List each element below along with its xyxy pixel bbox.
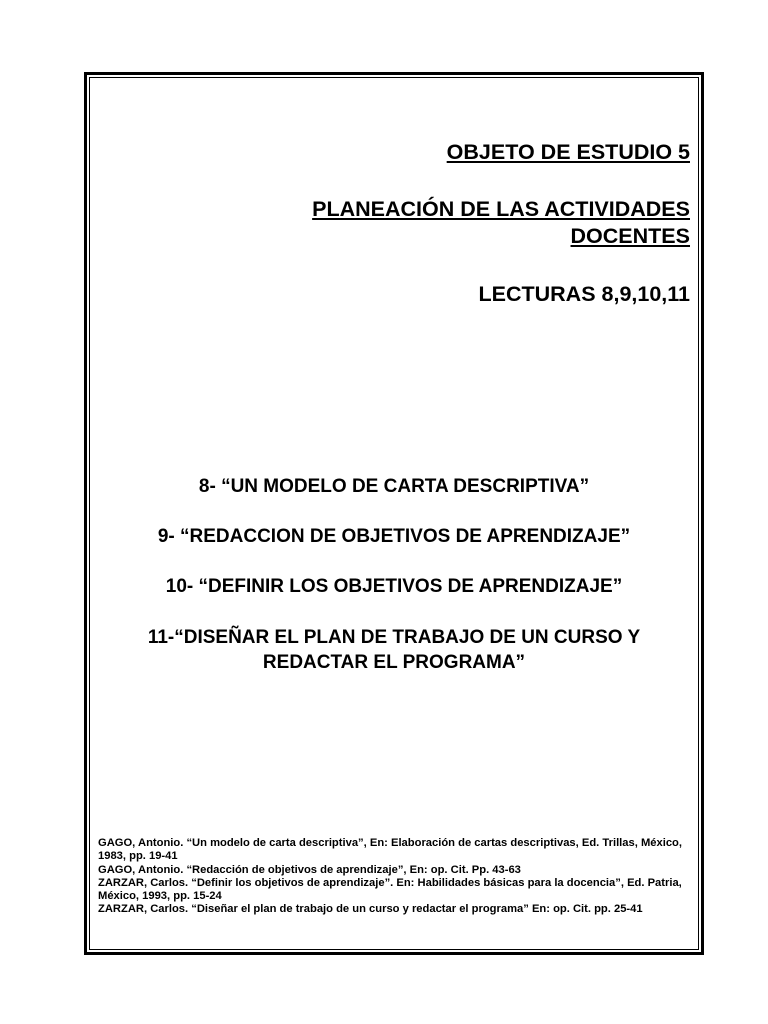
unit-title: PLANEACIÓN DE LAS ACTIVIDADES DOCENTES bbox=[312, 197, 690, 248]
study-object-title: OBJETO DE ESTUDIO 5 bbox=[446, 140, 690, 164]
reading-item-11: 11-“DISEÑAR EL PLAN DE TRABAJO DE UN CURSO Y REDACTAR EL PROGRAMA” bbox=[147, 627, 641, 673]
reference-item: GAGO, Antonio. “Redacción de objetivos de aprendizaje”, En: op. Cit. Pp. 43-63 bbox=[98, 863, 521, 876]
references-list bbox=[98, 837, 688, 917]
reference-item: ZARZAR, Carlos. “Definir los objetivos de aprendizaje”. En: Habilidades básicas para la docencia”, Ed. Patria, México, 1993, pp. 15-24 bbox=[98, 876, 682, 903]
reference-item: ZARZAR, Carlos. “Diseñar el plan de trabajo de un curso y redactar el programa” En: op. Cit. pp. 25-41 bbox=[98, 903, 643, 916]
reading-item-9: 9- “REDACCION DE OBJETIVOS DE APRENDIZAJE” bbox=[157, 526, 631, 547]
readings-heading: LECTURAS 8,9,10,11 bbox=[478, 282, 690, 306]
reference-item: GAGO, Antonio. “Un modelo de carta descriptiva”, En: Elaboración de cartas descriptivas, Ed. Trillas, México, 1983, pp. 19-41 bbox=[98, 837, 682, 863]
reading-item-10: 10- “DEFINIR LOS OBJETIVOS DE APRENDIZAJE” bbox=[165, 576, 623, 597]
reading-item-8: 8- “UN MODELO DE CARTA DESCRIPTIVA” bbox=[198, 476, 590, 497]
